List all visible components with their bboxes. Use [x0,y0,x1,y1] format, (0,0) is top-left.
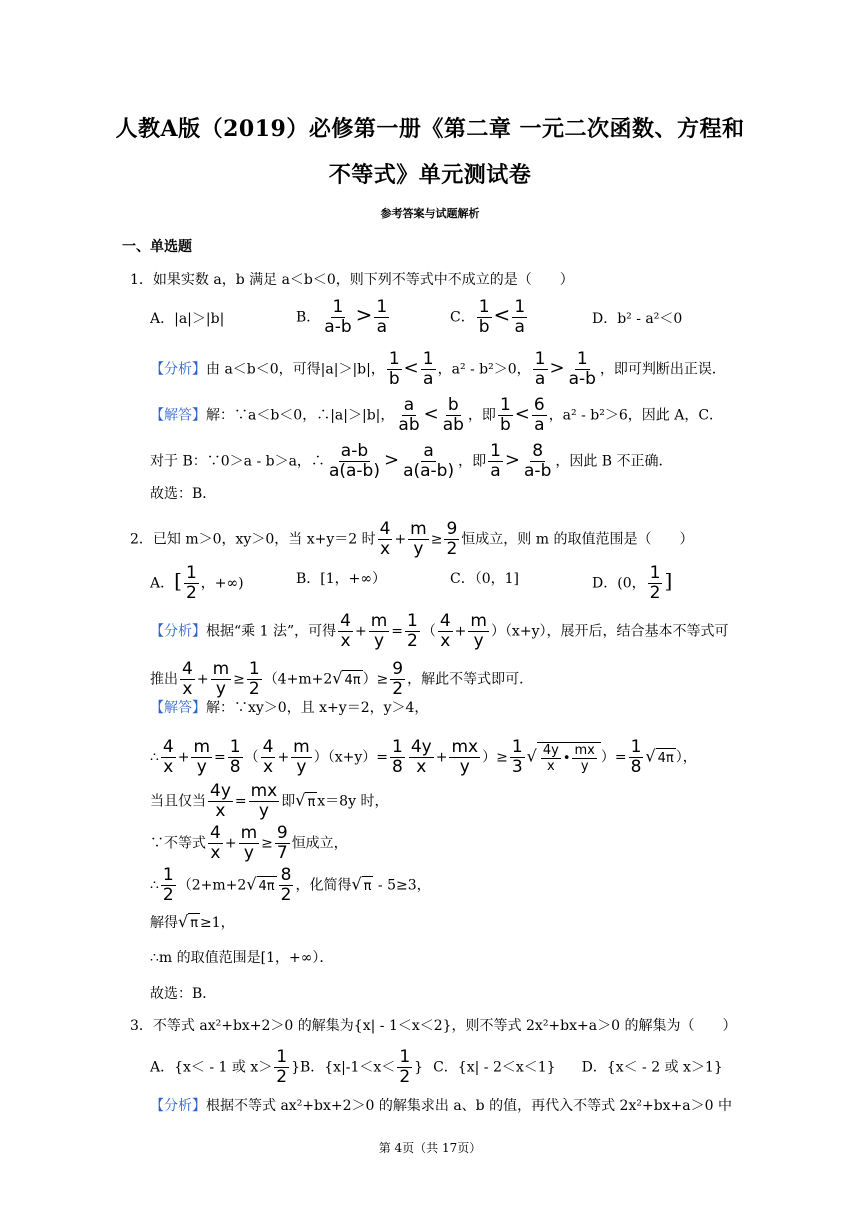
q2-equality: 当且仅当 $\frac{4y}{x}$ = $\frac{mx}{y}$ 即√ π x＝8y 时， [150,781,389,821]
q2-simplify: ∴ $\frac{1}{2}$ （2+m+2√ 4π $\frac{8}{2}$ ，化简得√ π - 5≥3， [150,865,431,905]
q2-answer: 【解答】解：∵xy＞0，且 x+y＝2，y＞4， [150,700,429,716]
q3-stem: 3．不等式 ax²+bx+2＞0 的解集为{x| - 1＜x＜2}，则不等式 2x²+bx+a＞0 的解集为（ ） [130,1018,737,1034]
page-subtitle: 参考答案与试题解析 [380,207,480,220]
q3-options: A．{x＜ - 1 或 x＞ $\frac{1}{2}$ }B．{x|-1＜x＜ $\frac{1}{2}$ } C．{x| - 2＜x＜1} D．{x＜ - 2 或 x＞1} [150,1047,723,1087]
q3-analysis: 【分析】根据不等式 ax²+bx+2＞0 的解集求出 a、b 的值，再代入不等式 2x²+bx+a＞0 中 [150,1098,732,1114]
q2-inequality: ∵不等式 $\frac{4}{x}$ + $\frac{m}{y}$ ≥ $\frac{9}{7}$ 恒成立， [150,823,348,863]
answer-tag: 【解答】 [150,407,206,424]
q1-option-d: D．b² - a²＜0 [592,311,683,327]
page-title: 人教A版（2019）必修第一册《第二章 一元二次函数、方程和 [115,116,745,142]
q1-option-b: B． $\frac{1}{a-b}$ > $\frac{1}{a}$ [296,297,388,337]
analysis-tag: 【分析】 [150,361,206,378]
q2-analysis: 【分析】根据“乘 1 法”，可得 $\frac{4}{x}$ + $\frac{m}{y}$ = $\frac{1}{2}$ （ $\frac{4}{x}$ + $\frac{m}{y}$ ）（x+y），展开后，结合基本不等式可 [150,611,729,651]
q2-option-a: A．[ $\frac{1}{2}$ ，+∞) [150,563,244,603]
q1-for-b: 对于 B：∵0＞a - b＞a，∴ $\frac{a-b}{a(a-b)}$ > $\frac{a}{a(a-b)}$ ，即 $\frac{1}{a}$ > $\frac{8}{a-b}$ ，因此 B 不正确． [150,441,673,481]
q2-option-c: C．（0，1] [450,571,519,587]
section-heading: 一、单选题 [122,239,192,255]
q2-select: 故选：B． [150,986,217,1002]
q2-option-b: B．[1，+∞） [296,571,387,587]
q2-stem: 2．已知 m＞0，xy＞0，当 x+y＝2 时 $\frac{4}{x}$ + $\frac{m}{y}$ ≥ $\frac{9}{2}$ 恒成立，则 m 的取值范围是（ ） [130,519,694,559]
page-title-line2: 不等式》单元测试卷 [328,162,532,188]
page-footer: 第 4页（共 17页） [378,1141,482,1155]
q2-solve: 解得√ π ≥1， [150,912,235,934]
q2-option-d: D．(0， $\frac{1}{2}$ ] [592,563,673,603]
q2-derivation: ∴ $\frac{4}{x}$ + $\frac{m}{y}$ = $\frac{1}{8}$ （ $\frac{4}{x}$ + $\frac{m}{y}$ ）（x+y）= $\frac{1}{8}$ $\frac{4y}{x}$ + $\frac{mx}{y}$ ）≥ $\frac{1}{3}$ √ $\frac{4y}{x}$ • $\frac{mx}{y}$ ）= $\frac{1}{8}$ √ 4π ）， [150,737,697,777]
q2-push: 推出 $\frac{4}{x}$ + $\frac{m}{y}$ ≥ $\frac{1}{2}$ （4+m+2√ 4π ）≥ $\frac{9}{2}$ ，解此不等式即可． [150,659,534,699]
q1-answer: 【解答】解：∵a＜b＜0，∴|a|＞|b|， $\frac{a}{ab}$ < $\frac{b}{ab}$ ，即 $\frac{1}{b}$ < $\frac{6}{a}$ ，a² - b²＞6，因此 A，C． [150,395,724,435]
q1-option-a: A．|a|＞|b| [150,311,225,327]
q1-analysis: 【分析】由 a＜b＜0，可得|a|＞|b|， $\frac{1}{b}$ < $\frac{1}{a}$ ，a² - b²＞0， $\frac{1}{a}$ > $\frac{1}{a-b}$ ，即可判断出正误． [150,349,726,389]
q1-stem: 1．如果实数 a，b 满足 a＜b＜0，则下列不等式中不成立的是（ ） [130,272,574,288]
q2-range: ∴m 的取值范围是[1，+∞）． [150,950,334,966]
q1-select: 故选：B． [150,486,217,502]
q1-option-c: C． $\frac{1}{b}$ < $\frac{1}{a}$ [450,297,526,337]
